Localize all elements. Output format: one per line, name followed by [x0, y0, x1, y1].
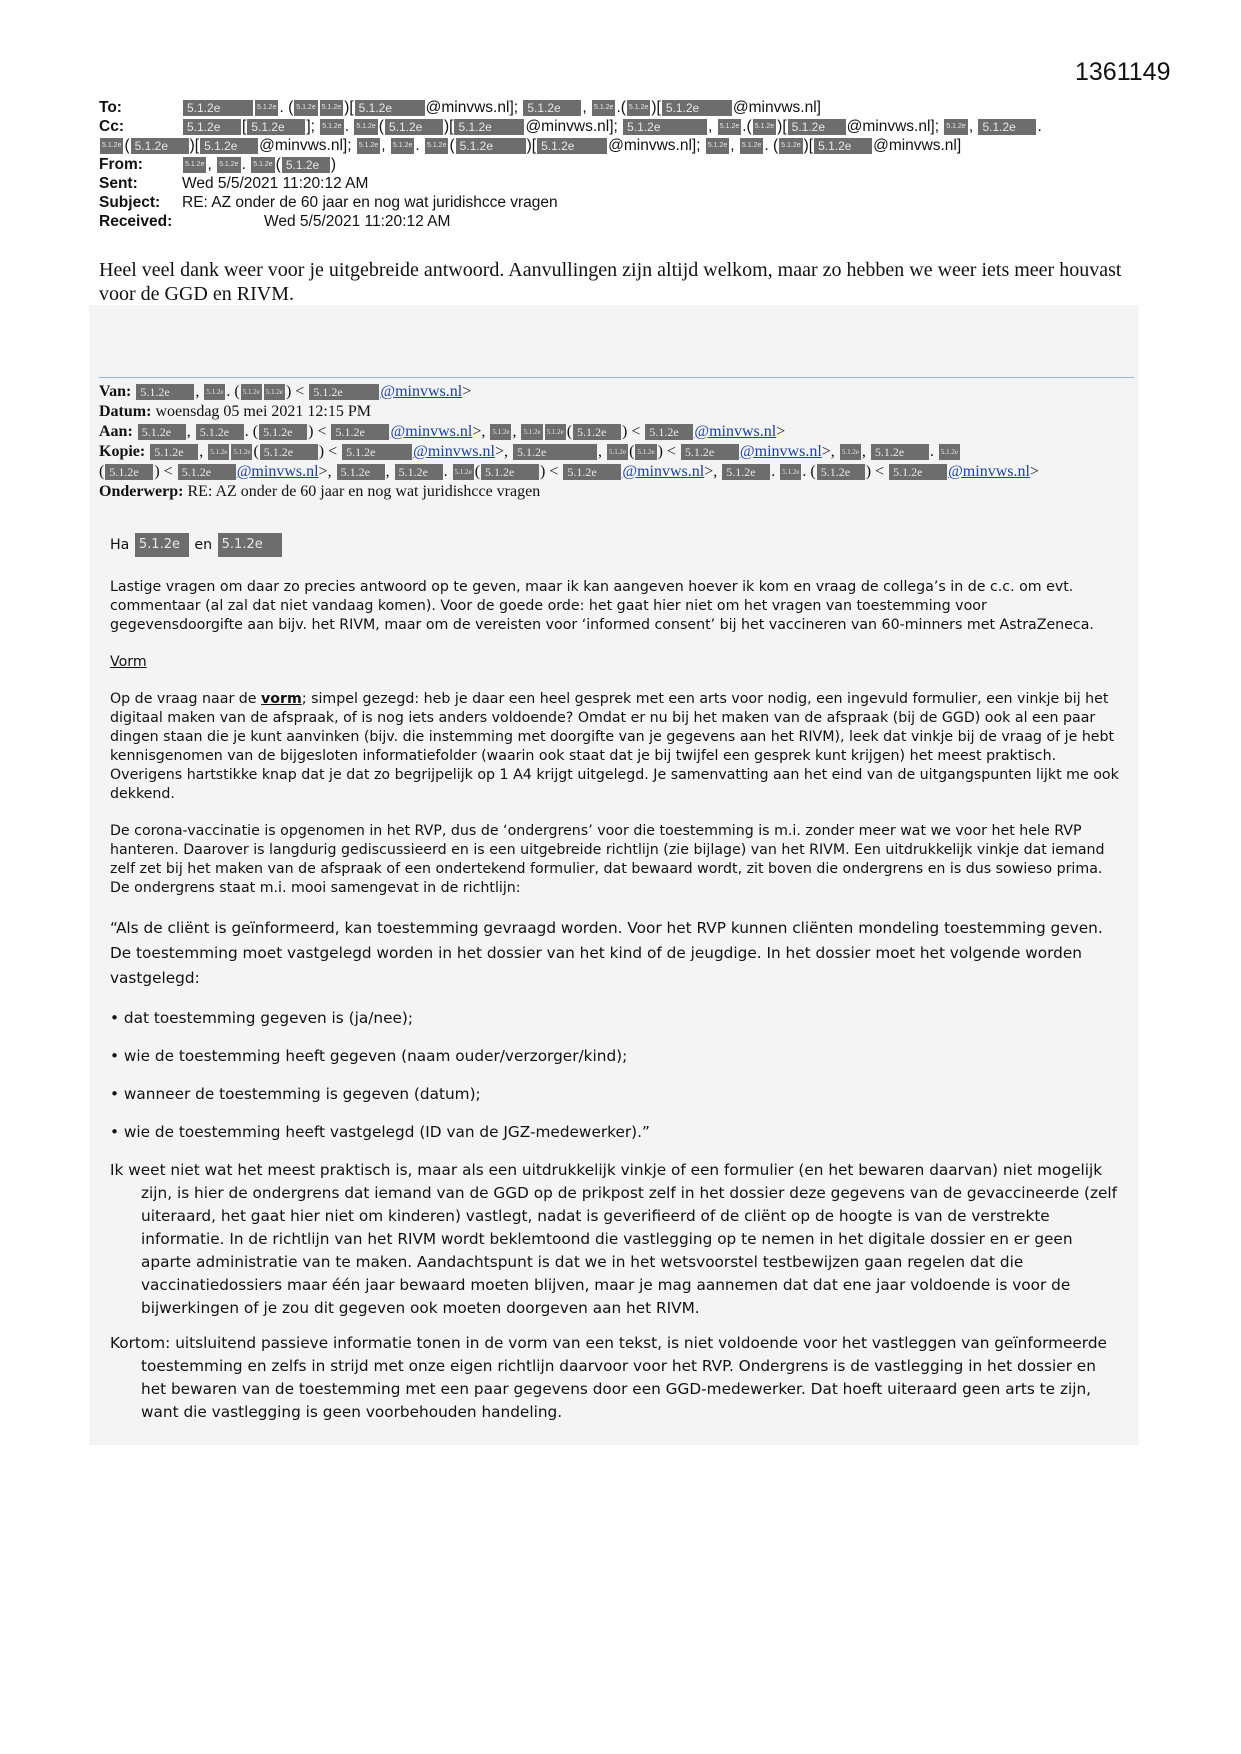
- email-link[interactable]: @minvws.nl: [390, 423, 473, 440]
- redaction: 5.1.2e: [722, 464, 770, 480]
- redaction: 5.1.2e: [282, 157, 330, 173]
- redaction: 5.1.2e: [623, 119, 707, 135]
- redaction: 5.1.2e: [817, 464, 865, 480]
- redaction: 5.1.2e: [260, 444, 318, 460]
- redaction: 5.1.2e: [320, 100, 343, 116]
- sent-row: [99, 174, 1179, 193]
- redaction: 5.1.2e: [385, 119, 443, 135]
- redaction: 5.1.2e: [627, 100, 650, 116]
- redaction: 5.1.2e: [251, 157, 274, 173]
- email-domain: @minvws.nl: [259, 137, 343, 154]
- kopie-label: Kopie:: [99, 443, 146, 460]
- van-row: Van: 5.1.2e , 5.1.2e . ( 5.1.2e 5.1.2e ) < 5.1.2e @minvws.nl>: [99, 383, 472, 400]
- redaction: 5.1.2e: [218, 533, 282, 557]
- redaction: 5.1.2e: [342, 444, 412, 460]
- paragraph-text: Op de vraag naar de: [110, 691, 262, 707]
- email-domain: @minvws.nl: [732, 99, 817, 116]
- redaction: 5.1.2e: [645, 424, 693, 440]
- reply-text: Heel veel dank weer voor je uitgebreide antwoord. Aanvullingen zijn altijd welkom, maar zo hebben we weer iets meer houvast voor de GGD en RIVM.: [99, 259, 1122, 305]
- from-label: From:: [99, 156, 143, 173]
- redaction: 5.1.2e: [259, 424, 307, 440]
- aan-label: Aan:: [99, 423, 133, 440]
- datum-row: [99, 402, 1159, 422]
- paragraph-text: ; simpel gezegd: heb je daar een heel gesprek met een arts voor nodig, een ingevuld formulier, een vinkje bij het digitaal maken van de afspraak, of is nog iets anders voldoende? Omdat er nu bij het maken van de afspraak (bij de GGD) ook al een paar dingen staan die je kunt aanvinken (bijv. die instemming met doorgifte van je gegevens aan het RIVM), leek dat vinkje bij de vraag of je hebt kennisgenomen van de bijgesloten informatiefolder (waarin ook staat dat je bij twijfel een gesprek kunt krijgen) het meest praktisch. Overigens hartstikke knap dat je dat zo begrijpelijk op 1 A4 krijgt uitgelegd. Je samenvatting aan het eind van de uitgangspunten lijkt me ook dekkend.: [110, 691, 1119, 802]
- bullet-item: • wie de toestemming heeft vastgelegd (ID van de JGZ-medewerker).”: [110, 1123, 650, 1141]
- email-domain: @minvws.nl: [608, 137, 692, 154]
- received-value: Wed 5/5/2021 11:20:12 AM: [264, 213, 451, 230]
- redaction: 5.1.2e: [208, 444, 229, 460]
- redaction: 5.1.2e: [331, 424, 389, 440]
- email-link[interactable]: @minvws.nl: [739, 443, 822, 460]
- redaction: 5.1.2e: [481, 464, 539, 480]
- email-header: [99, 98, 1179, 231]
- redaction: 5.1.2e: [391, 138, 414, 154]
- redaction: 5.1.2e: [939, 444, 960, 460]
- redaction: 5.1.2e: [545, 424, 566, 440]
- redaction: 5.1.2e: [607, 444, 628, 460]
- bullet-item: • wanneer de toestemming is gegeven (datum);: [110, 1085, 481, 1103]
- redaction: 5.1.2e: [337, 464, 385, 480]
- redaction: 5.1.2e: [217, 157, 240, 173]
- paragraph: Lastige vragen om daar zo precies antwoord op te geven, maar ik kan aangeven hoever ik kom en vraag de collega’s in de c.c. om evt. commentaar (al zal dat niet vandaag komen). Voor de goede orde: het gaat hier niet om het vragen van toestemming voor gegevensdoorgifte aan bijv. het RIVM, maar om de vereisten voor ‘informed consent’ bij het vaccineren van 60-minners met AstraZeneca.: [110, 579, 1094, 633]
- redaction: 5.1.2e: [183, 100, 253, 116]
- cc-row: Cc: 5.1.2e [ 5.1.2e ]; 5.1.2e . 5.1.2e ( 5.1.2e )[ 5.1.2e @minvws.nl ]; 5.1.2e , 5.1.2e .( 5.1.2e )[ 5.1.2e @minvws.nl ]; 5.1.2e , 5.1.2e .: [99, 118, 1042, 135]
- document-number: 1361149: [1075, 58, 1171, 86]
- paragraph: De corona-vaccinatie is opgenomen in het RVP, dus de ‘ondergrens’ voor die toestemming is m.i. zonder meer wat we voor het hele RVP hanteren. Daarover is langdurig gediscussieerd en is een uitgebreide richtlijn (zie bijlage) van het RIVM. Een uitdrukkelijk vinkje dat iemand zelf zet bij het maken van de afspraak of een ondertekend formulier, dat bewaard wordt, zit boven die ondergrens en is dus sowieso prima. De ondergrens staat m.i. mooi samengevat in de richtlijn:: [110, 823, 1105, 896]
- redaction: 5.1.2e: [178, 464, 236, 480]
- redaction: 5.1.2e: [255, 100, 278, 116]
- redaction: 5.1.2e: [425, 138, 448, 154]
- redaction: 5.1.2e: [779, 138, 802, 154]
- redaction: 5.1.2e: [355, 100, 425, 116]
- separator-line: [99, 377, 1134, 378]
- redaction: 5.1.2e: [592, 100, 615, 116]
- datum-label: Datum:: [99, 403, 152, 420]
- redaction: 5.1.2e: [264, 384, 285, 400]
- redaction: 5.1.2e: [196, 424, 244, 440]
- greeting-en: en: [194, 536, 213, 553]
- redaction: 5.1.2e: [136, 384, 194, 400]
- redaction: 5.1.2e: [138, 424, 186, 440]
- email-domain: @minvws.nl: [846, 118, 931, 135]
- email-link[interactable]: @minvws.nl: [380, 383, 463, 400]
- redaction: 5.1.2e: [105, 464, 153, 480]
- paragraph: [110, 690, 1120, 804]
- bullet-item: • wie de toestemming heeft gegeven (naam ouder/verzorger/kind);: [110, 1047, 628, 1065]
- redaction: 5.1.2e: [454, 119, 524, 135]
- redaction: 5.1.2e: [889, 464, 947, 480]
- redaction: 5.1.2e: [204, 384, 225, 400]
- van-label: Van:: [99, 383, 132, 400]
- redaction: 5.1.2e: [573, 424, 621, 440]
- message-body: [110, 532, 1120, 1424]
- sent-label: Sent:: [99, 175, 138, 192]
- redaction: 5.1.2e: [840, 444, 861, 460]
- kopie-row: Kopie: 5.1.2e , 5.1.2e 5.1.2e ( 5.1.2e ) < 5.1.2e @minvws.nl>, 5.1.2e , 5.1.2e ( 5.1.2e ) < 5.1.2e @minvws.nl>, 5.1.2e , 5.1.2e . 5.1.2e: [99, 443, 959, 460]
- redaction: 5.1.2e: [150, 444, 198, 460]
- greeting: [110, 532, 1120, 558]
- received-row: [99, 212, 1179, 231]
- subject-value: RE: AZ onder de 60 jaar en nog wat juridishcce vragen: [182, 194, 558, 211]
- redaction: 5.1.2e: [944, 119, 967, 135]
- redaction: 5.1.2e: [523, 100, 581, 116]
- redaction: 5.1.2e: [357, 138, 380, 154]
- redaction: 5.1.2e: [718, 119, 741, 135]
- to-row: To: 5.1.2e 5.1.2e . ( 5.1.2e 5.1.2e )[ 5.1.2e @minvws.nl ]; 5.1.2e , 5.1.2e .( 5.1.2e )[ 5.1.2e @minvws.nl ]: [99, 99, 821, 116]
- redaction: 5.1.2e: [456, 138, 526, 154]
- onderwerp-value: RE: AZ onder de 60 jaar en nog wat juridishcce vragen: [187, 483, 541, 500]
- redaction: 5.1.2e: [241, 384, 262, 400]
- email-link[interactable]: @minvws.nl: [694, 423, 777, 440]
- redaction: 5.1.2e: [247, 119, 305, 135]
- redaction: 5.1.2e: [490, 424, 511, 440]
- redaction: 5.1.2e: [309, 384, 379, 400]
- redaction: 5.1.2e: [740, 138, 763, 154]
- redaction: 5.1.2e: [200, 138, 258, 154]
- redaction: 5.1.2e: [681, 444, 739, 460]
- kopie-row-continued: ( 5.1.2e ) < 5.1.2e @minvws.nl>, 5.1.2e , 5.1.2e . 5.1.2e ( 5.1.2e ) < 5.1.2e @minvws.nl>, 5.1.2e . 5.1.2e . ( 5.1.2e ) < 5.1.2e @minvws.nl>: [99, 463, 1039, 480]
- onderwerp-row: [99, 482, 1159, 502]
- redaction: 5.1.2e: [131, 138, 189, 154]
- redaction: 5.1.2e: [521, 424, 542, 440]
- redaction: 5.1.2e: [100, 138, 123, 154]
- email-link[interactable]: @minvws.nl: [236, 463, 319, 480]
- redaction: 5.1.2e: [871, 444, 929, 460]
- email-link[interactable]: @minvws.nl: [622, 463, 705, 480]
- received-label: Received:: [99, 213, 173, 230]
- email-domain: @minvws.nl: [525, 118, 610, 135]
- redaction: 5.1.2e: [635, 444, 656, 460]
- redaction: 5.1.2e: [183, 157, 206, 173]
- email-link[interactable]: @minvws.nl: [413, 443, 495, 460]
- quote-paragraph: “Als de cliënt is geïnformeerd, kan toestemming gevraagd worden. Voor het RVP kunnen cliënten mondeling toestemming geven. De toestemming moet vastgelegd worden in het dossier van het kind of de jeugdige. In het dossier moet het volgende worden vastgelegd:: [110, 919, 1103, 987]
- redaction: 5.1.2e: [395, 464, 443, 480]
- cc-row-continued: 5.1.2e ( 5.1.2e )[ 5.1.2e @minvws.nl ]; 5.1.2e , 5.1.2e . 5.1.2e ( 5.1.2e )[ 5.1.2e @minvws.nl ]; 5.1.2e , 5.1.2e . ( 5.1.2e )[ 5.1.2e @minvws.nl ]: [102, 137, 962, 154]
- redaction: 5.1.2e: [453, 464, 474, 480]
- redaction: 5.1.2e: [563, 464, 621, 480]
- redaction: 5.1.2e: [135, 533, 189, 557]
- redaction: 5.1.2e: [780, 464, 801, 480]
- redaction: 5.1.2e: [294, 100, 317, 116]
- sent-value: Wed 5/5/2021 11:20:12 AM: [182, 175, 369, 192]
- email-domain: @minvws.nl: [873, 137, 957, 154]
- subject-row: [99, 193, 1179, 212]
- aan-row: Aan: 5.1.2e , 5.1.2e . ( 5.1.2e ) < 5.1.2e @minvws.nl>, 5.1.2e , 5.1.2e 5.1.2e ( 5.1.2e ) < 5.1.2e @minvws.nl>: [99, 423, 786, 440]
- redaction: 5.1.2e: [788, 119, 846, 135]
- forwarded-header: [99, 382, 1159, 502]
- redaction: 5.1.2e: [753, 119, 776, 135]
- email-domain: @minvws.nl: [425, 99, 510, 116]
- email-link[interactable]: @minvws.nl: [948, 463, 1030, 480]
- datum-value: woensdag 05 mei 2021 12:15 PM: [155, 403, 371, 420]
- redaction: 5.1.2e: [320, 119, 343, 135]
- redaction: 5.1.2e: [978, 119, 1036, 135]
- paragraph: Kortom: uitsluitend passieve informatie tonen in de vorm van een tekst, is niet voldoende voor het vastleggen van geïnformeerde toestemming en zelfs in strijd met onze eigen richtlijn daarvoor voor het RVP. Ondergrens is de vastlegging in het dossier en het bewaren van de toestemming met een paar gegevens door een GGD-medewerker. Dat hoeft uiteraard geen arts te zijn, want die vastlegging is geen voorbehouden handeling.: [110, 1334, 1107, 1421]
- redaction: 5.1.2e: [231, 444, 252, 460]
- onderwerp-label: Onderwerp:: [99, 483, 184, 500]
- redaction: 5.1.2e: [537, 138, 607, 154]
- emphasis: vorm: [261, 691, 302, 707]
- redaction: 5.1.2e: [183, 119, 241, 135]
- redaction: 5.1.2e: [513, 444, 597, 460]
- paragraph: Ik weet niet wat het meest praktisch is, maar als een uitdrukkelijk vinkje of een formulier (en het bewaren daarvan) niet mogelijk zijn, is hier de ondergrens dat iemand van de GGD op de prikpost zelf in het dossier deze gegevens van de gevaccineerde (zelf uiteraard, het gaat hier niet om kinderen) vastlegt, nadat is geverifieerd of de cliënt op de hoogte is van de verstrekte informatie. In de richtlijn van het RIVM wordt beklemtoond die vastlegging op te nemen in het digitale dossier en er geen aparte administratie van te maken. Aandachtspunt is dat we in het wetsvoorstel testbewijzen gaan regelen dat die vaccinatiedossiers maar één jaar bewaard moeten blijven, maar je mag aannemen dat dat ene jaar voldoende is voor de bijwerkingen of je zou dit gegeven ook moeten doorgeven aan het RIVM.: [110, 1161, 1118, 1317]
- greeting-ha: Ha: [110, 536, 130, 553]
- cc-label: Cc:: [99, 118, 124, 135]
- redaction: 5.1.2e: [662, 100, 732, 116]
- subject-label: Subject:: [99, 194, 161, 211]
- bullet-item: • dat toestemming gegeven is (ja/nee);: [110, 1009, 414, 1027]
- redaction: 5.1.2e: [814, 138, 872, 154]
- redaction: 5.1.2e: [354, 119, 377, 135]
- section-heading: Vorm: [110, 654, 147, 670]
- redaction: 5.1.2e: [706, 138, 729, 154]
- from-row: From: 5.1.2e , 5.1.2e . 5.1.2e ( 5.1.2e ): [99, 156, 336, 173]
- to-label: To:: [99, 99, 122, 116]
